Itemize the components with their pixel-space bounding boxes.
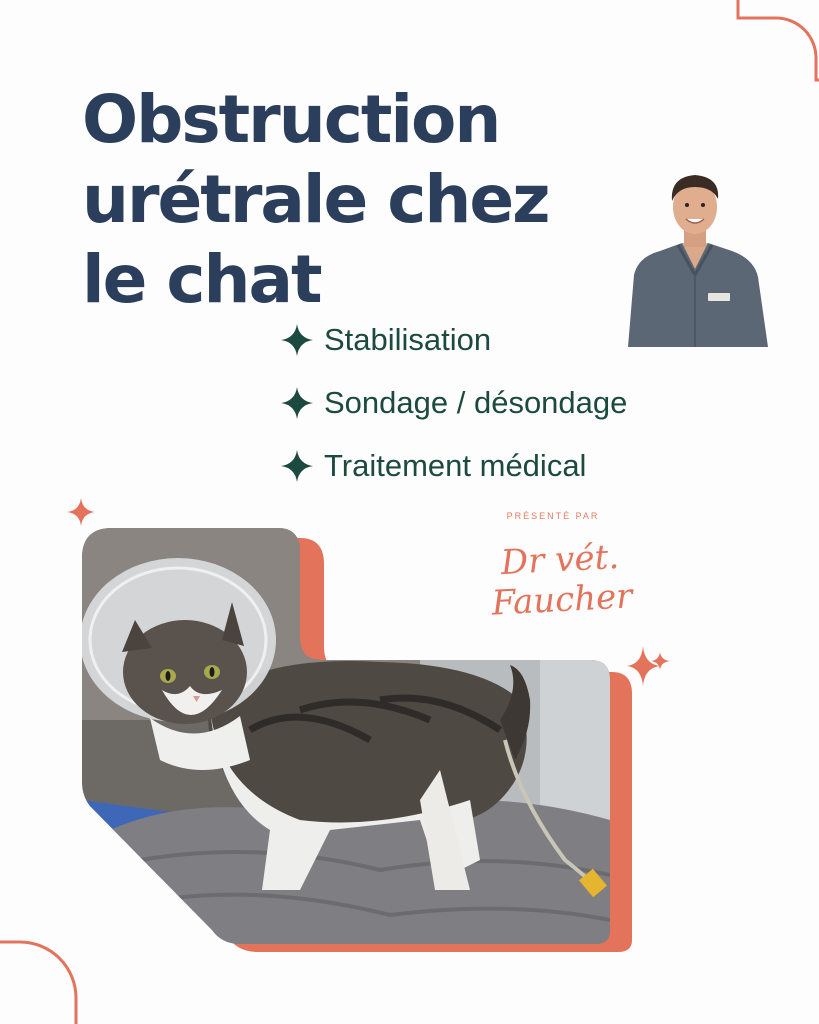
list-item-label: Sondage / désondage xyxy=(324,384,628,420)
title-line-2: urétrale chez xyxy=(82,161,549,238)
list-item-label: Traitement médical xyxy=(324,447,587,483)
presenter-name: Dr vét. Faucher xyxy=(490,536,634,624)
title-line-3: le chat xyxy=(82,241,321,318)
title-line-1: Obstruction xyxy=(82,81,500,158)
presented-by-label: PRÉSENTÉ PAR xyxy=(506,511,600,521)
list-item-label: Stabilisation xyxy=(324,321,492,357)
